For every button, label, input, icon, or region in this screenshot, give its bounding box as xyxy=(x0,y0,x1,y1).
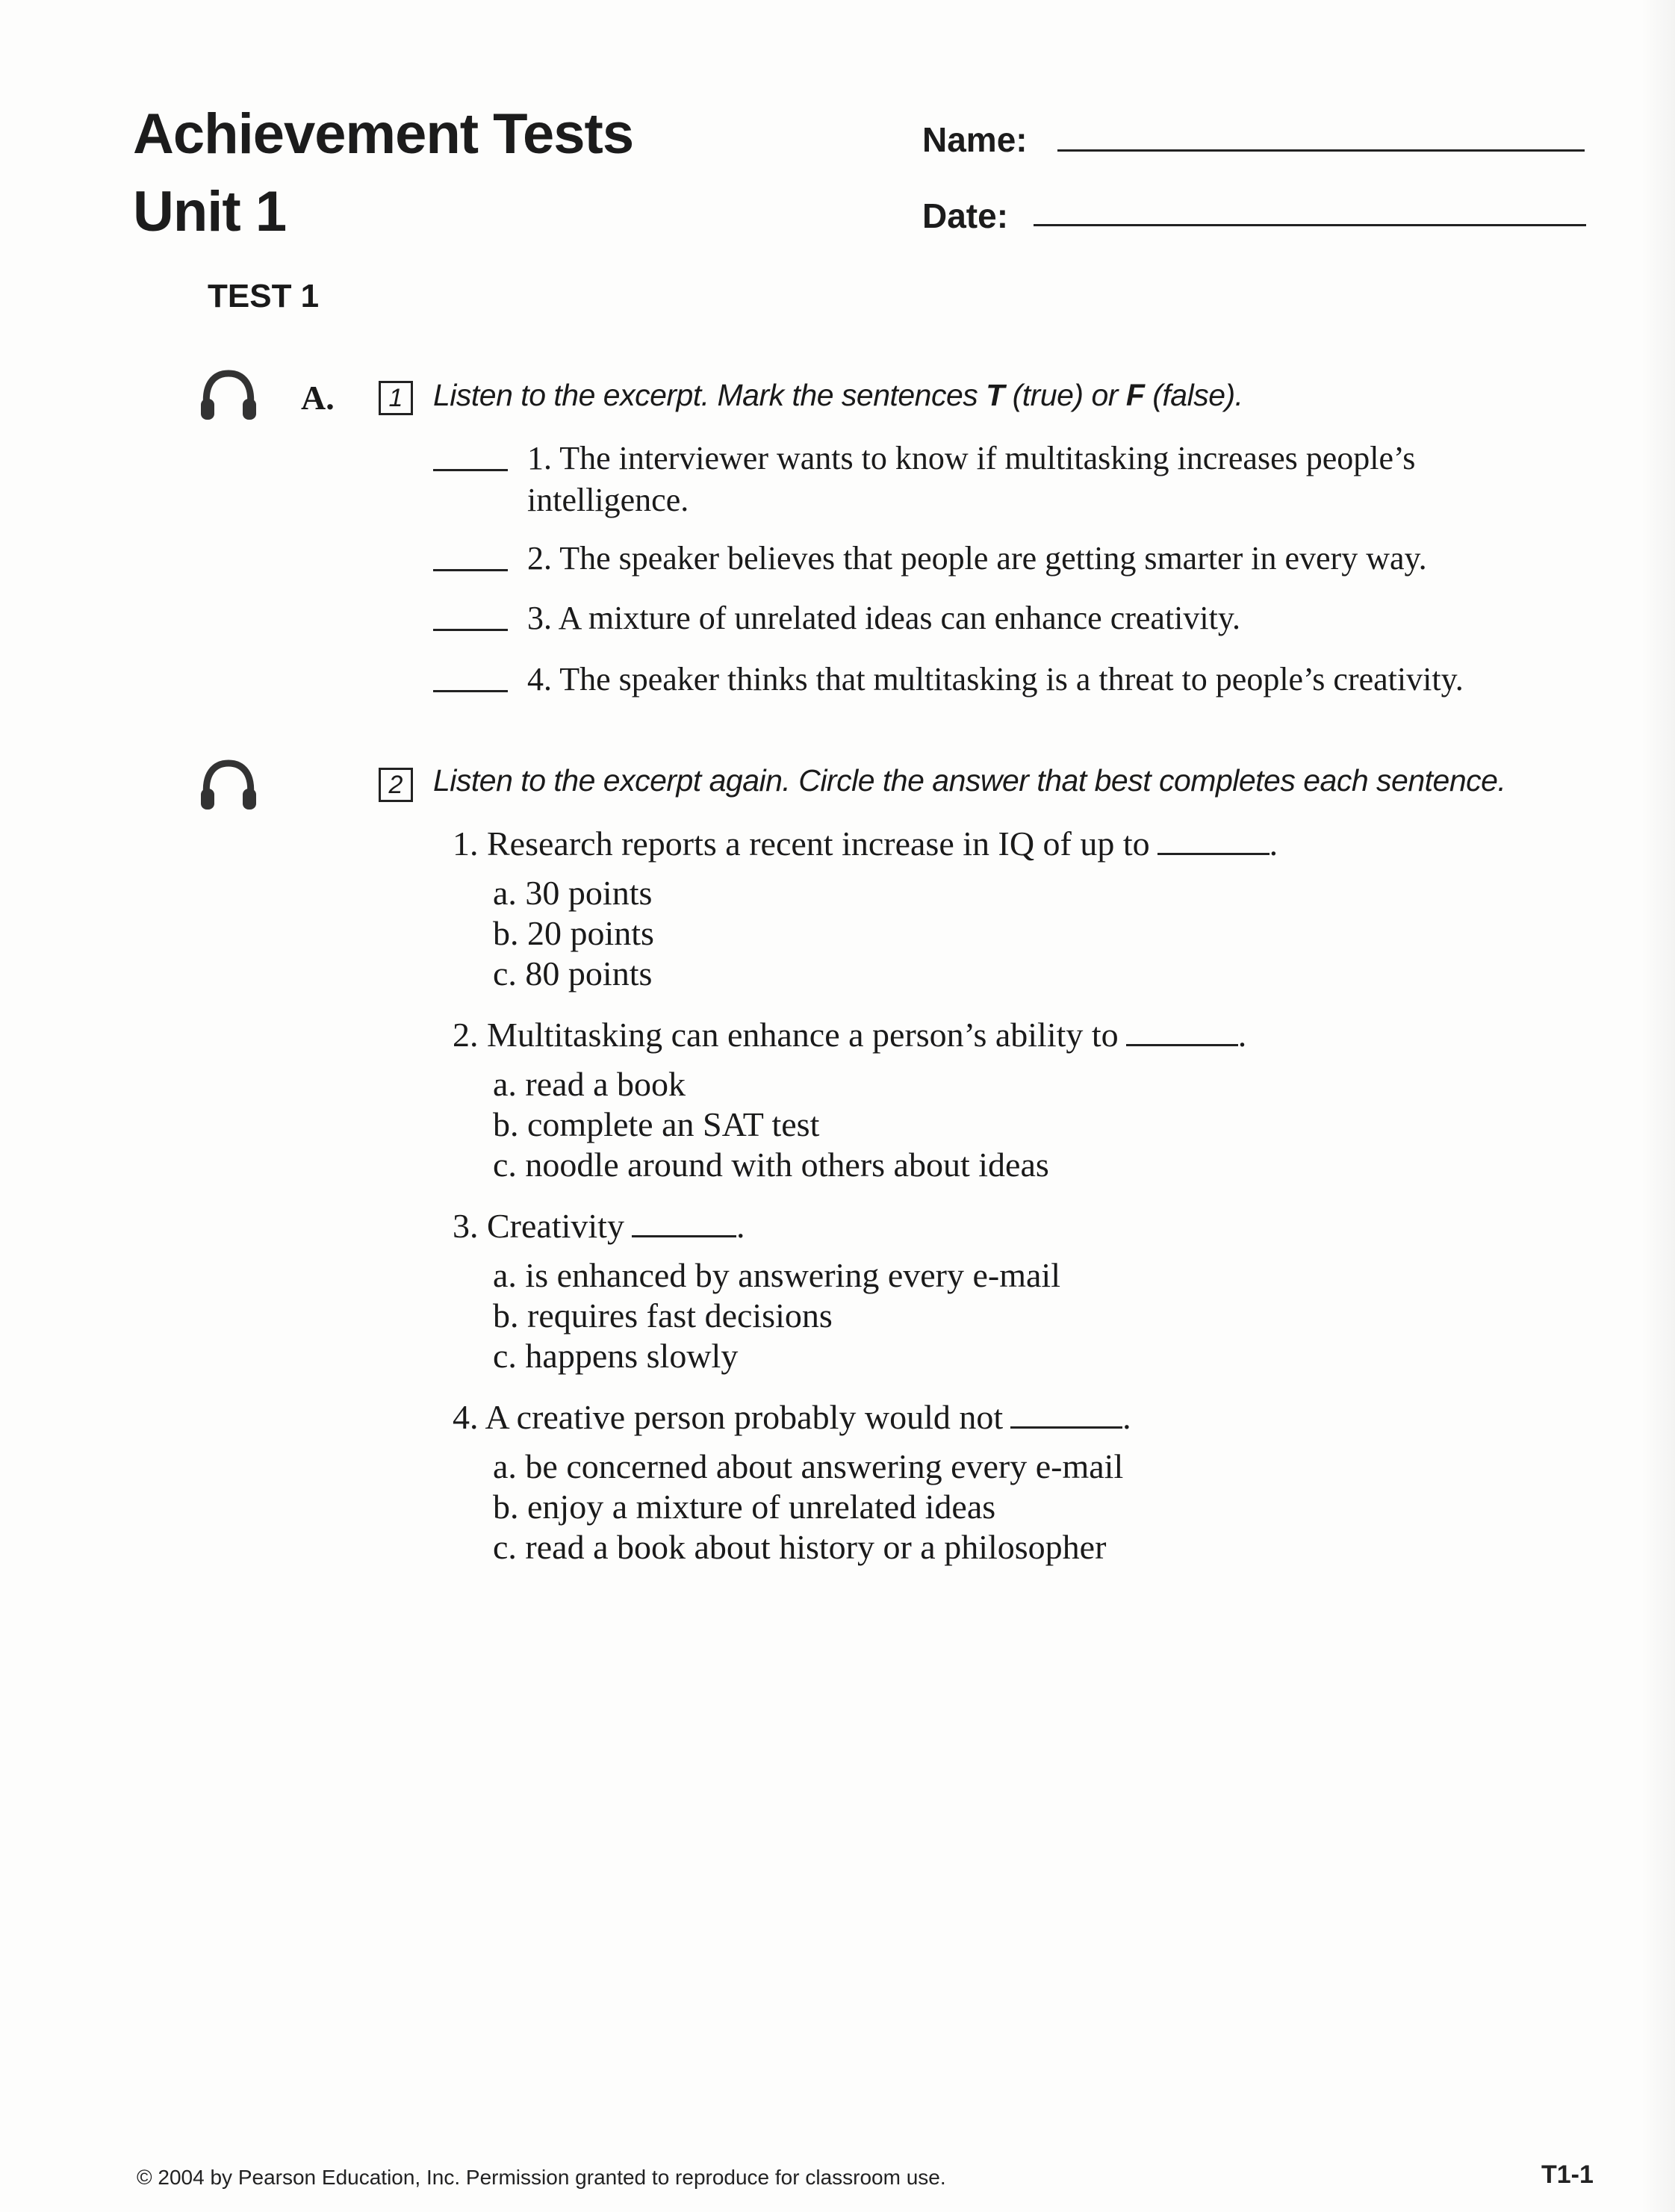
name-field[interactable] xyxy=(1057,149,1585,152)
mc-question: 3. Creativity . xyxy=(453,1207,745,1245)
answer-blank[interactable] xyxy=(433,569,508,571)
option-b[interactable]: b. 20 points xyxy=(493,914,654,952)
item-text: The speaker thinks that multitasking is a threat to people’s creativity. xyxy=(559,661,1464,698)
question-text: A creative person probably would not xyxy=(485,1398,1004,1436)
date-label: Date: xyxy=(922,196,1009,235)
question-number: 3. xyxy=(453,1207,479,1245)
option-a[interactable]: a. is enhanced by answering every e-mail xyxy=(493,1256,1060,1294)
tf-item xyxy=(433,438,1583,521)
item-text: The interviewer wants to know if multitasking increases people’s intelligence. xyxy=(527,440,1416,518)
part2-instruction: Listen to the excerpt again. Circle the answer that best completes each sentence. xyxy=(433,763,1506,798)
mc-question: 4. A creative person probably would not . xyxy=(453,1398,1131,1436)
answer-blank[interactable] xyxy=(632,1211,736,1237)
title-line-2: Unit 1 xyxy=(133,180,287,243)
option-c[interactable]: c. happens slowly xyxy=(493,1337,739,1375)
test-label: TEST 1 xyxy=(208,278,320,314)
question-number: 4. xyxy=(453,1398,479,1436)
question-text: Research reports a recent increase in IQ of up to xyxy=(487,824,1150,863)
item-text: A mixture of unrelated ideas can enhance creativity. xyxy=(558,600,1240,636)
option-b[interactable]: b. requires fast decisions xyxy=(493,1296,833,1335)
option-b[interactable]: b. complete an SAT test xyxy=(493,1105,820,1143)
mc-question: 1. Research reports a recent increase in IQ of up to . xyxy=(453,824,1278,863)
answer-blank[interactable] xyxy=(1010,1402,1122,1429)
item-number: 3. xyxy=(527,600,552,636)
item-number: 1. xyxy=(527,440,552,476)
part2-number-box: 2 xyxy=(379,768,413,802)
footer-page-id: T1-1 xyxy=(1541,2160,1594,2189)
page-title xyxy=(133,96,633,251)
option-c[interactable]: c. read a book about history or a philosopher xyxy=(493,1528,1107,1566)
part1-number-box: 1 xyxy=(379,381,413,415)
question-number: 1. xyxy=(453,824,479,863)
item-number: 4. xyxy=(527,661,552,698)
answer-blank[interactable] xyxy=(433,629,508,631)
footer-copyright: © 2004 by Pearson Education, Inc. Permission granted to reproduce for classroom use. xyxy=(137,2166,946,2189)
option-a[interactable]: a. be concerned about answering every e-mail xyxy=(493,1447,1124,1485)
question-text: Multitasking can enhance a person’s ability to xyxy=(487,1016,1119,1054)
part1-instruction: Listen to the excerpt. Mark the sentences T (true) or F (false). xyxy=(433,378,1243,412)
page-edge-shadow xyxy=(1641,0,1675,2212)
title-line-1: Achievement Tests xyxy=(133,102,634,166)
item-text: The speaker believes that people are getting smarter in every way. xyxy=(559,540,1427,577)
option-a[interactable]: a. 30 points xyxy=(493,874,653,912)
option-a[interactable]: a. read a book xyxy=(493,1065,686,1103)
answer-blank[interactable] xyxy=(1126,1020,1238,1046)
section-letter: A. xyxy=(301,379,335,417)
option-c[interactable]: c. 80 points xyxy=(493,954,653,992)
question-text: Creativity xyxy=(487,1207,624,1245)
headphones-icon xyxy=(196,759,261,811)
answer-blank[interactable] xyxy=(433,469,508,471)
question-number: 2. xyxy=(453,1016,479,1054)
answer-blank[interactable] xyxy=(1157,829,1270,855)
date-field[interactable] xyxy=(1034,224,1586,226)
option-b[interactable]: b. enjoy a mixture of unrelated ideas xyxy=(493,1488,996,1526)
name-label: Name: xyxy=(922,120,1028,159)
answer-blank[interactable] xyxy=(433,690,508,692)
option-c[interactable]: c. noodle around with others about ideas xyxy=(493,1146,1049,1184)
headphones-icon xyxy=(196,369,261,421)
item-number: 2. xyxy=(527,540,552,577)
mc-question: 2. Multitasking can enhance a person’s ability to . xyxy=(453,1016,1247,1054)
